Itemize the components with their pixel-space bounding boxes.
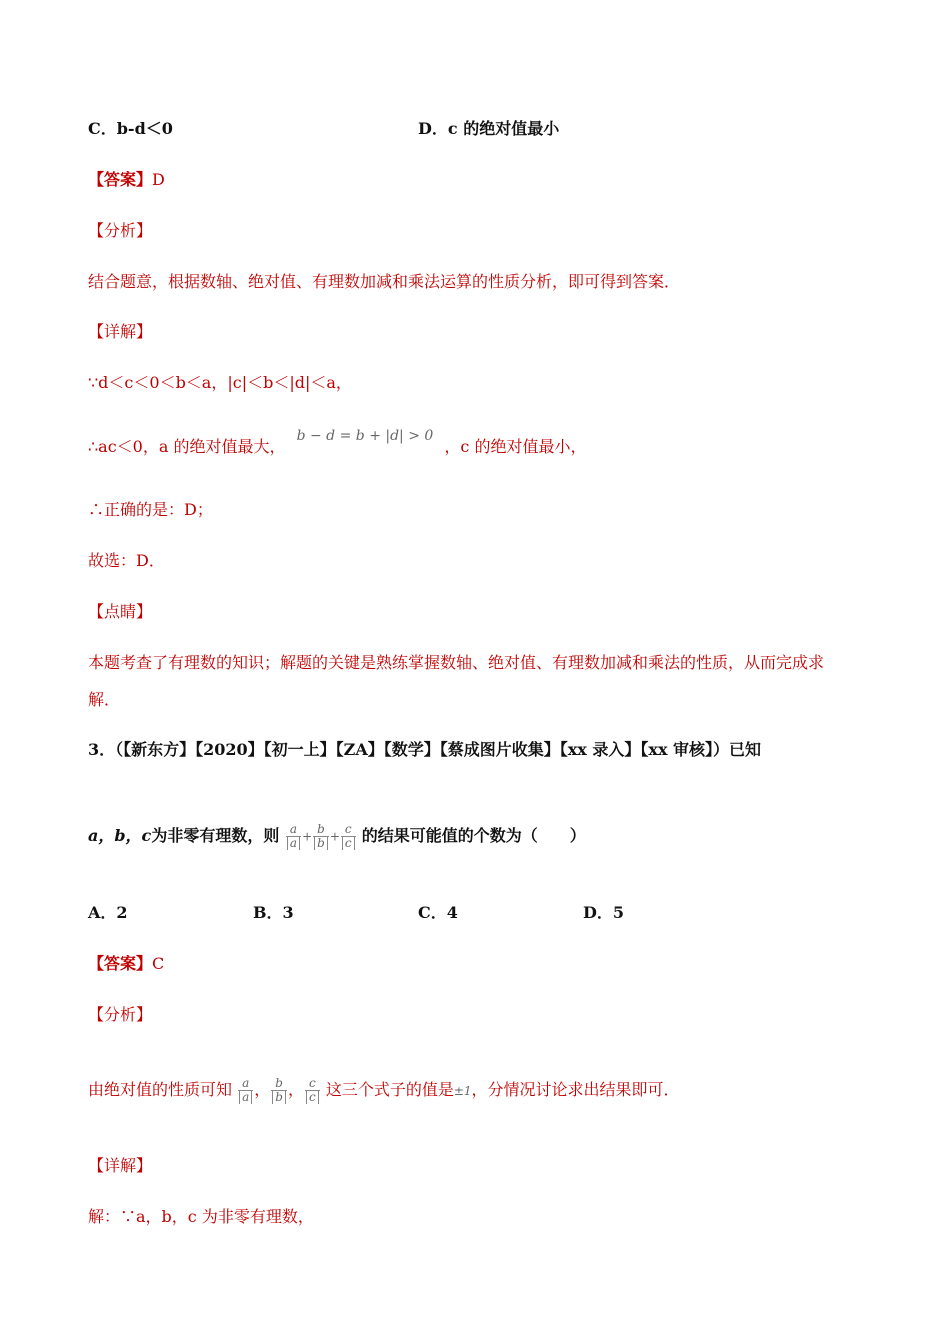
fraction-a-over-abs-a: $\frac{a}{a}$ [238, 1077, 253, 1104]
q3-analysis-b: 这三个式子的值是 [325, 1080, 454, 1099]
q3-answer-value: C [152, 954, 165, 973]
q3-header: 3．（【新东方】【2020】【初一上】【ZA】【数学】【蔡成图片收集】【xx 录入】【xx 审核】）已知 [88, 740, 762, 759]
q3-stem [88, 801, 586, 872]
detail-line-1: ∵d＜c＜0＜b＜a，|c|＜b＜|d|＜a， [88, 373, 352, 392]
fraction-c-over-abs-c: $\frac{c}{c}$ [341, 823, 356, 850]
q3-detail-label: 【详解】 [88, 1156, 153, 1175]
option-d: D．c 的绝对值最小 [418, 119, 560, 138]
q3-stem-a: 为非零有理数，则 [151, 826, 280, 845]
option-c: C．b-d＜0 [88, 119, 173, 138]
comment-text-2: 解． [88, 690, 121, 709]
detail-line-3: ∴正确的是：D； [88, 500, 213, 519]
analysis-label: 【分析】 [88, 221, 153, 240]
fraction-b-over-abs-b: $\frac{b}{b}$ [271, 1077, 287, 1104]
answer-value: D [152, 170, 165, 189]
fraction-a-over-abs-a: $\frac{a}{a}$ [286, 823, 301, 850]
q3-stem-b: 的结果可能值的个数为（ ） [361, 826, 586, 845]
comma: ， [287, 1080, 304, 1099]
fraction-c-over-abs-c: $\frac{c}{c}$ [305, 1077, 320, 1104]
detail-line-2-a: ∴ac＜0，a 的绝对值最大， [88, 437, 286, 456]
comment-text-1: 本题考查了有理数的知识；解题的关键是熟练掌握数轴、绝对值、有理数加减和乘法的性质，从而完成求 [88, 653, 825, 672]
comma: ， [254, 1080, 271, 1099]
q3-analysis-c: ，分情况讨论求出结果即可． [471, 1080, 680, 1099]
q3-analysis-text [88, 1060, 680, 1121]
fraction-b-over-abs-b: $\frac{b}{b}$ [313, 823, 329, 850]
q3-option-d: D．5 [583, 903, 625, 922]
detail-line-2-b: ，c 的绝对值最小， [444, 437, 587, 456]
detail-line-4: 故选：D． [88, 551, 165, 570]
q3-option-c: C．4 [418, 903, 458, 922]
q3-option-b: B．3 [253, 903, 294, 922]
q3-analysis-a: 由绝对值的性质可知 [88, 1080, 233, 1099]
q3-analysis-label: 【分析】 [88, 1005, 153, 1024]
plus-minus-one: ±1 [453, 1084, 472, 1098]
q3-option-a: A．2 [88, 903, 128, 922]
formula-b-minus-d: b − d = b + |d| > 0 [296, 428, 434, 444]
answer-label: 【答案】 [88, 170, 153, 189]
q3-stem-vars: a，b，c [88, 826, 152, 845]
detail-label: 【详解】 [88, 322, 153, 341]
q3-expression [285, 822, 362, 850]
q3-answer-line [88, 954, 164, 974]
plus-sign: + [302, 829, 313, 844]
detail-line-2 [88, 428, 587, 458]
answer-line [88, 170, 165, 190]
analysis-text: 结合题意，根据数轴、绝对值、有理数加减和乘法运算的性质分析，即可得到答案． [88, 272, 681, 291]
q3-detail-line: 解：∵a，b，c 为非零有理数， [88, 1207, 314, 1226]
comment-label: 【点睛】 [88, 602, 153, 621]
plus-sign: + [329, 829, 340, 844]
q3-answer-label: 【答案】 [88, 954, 153, 973]
